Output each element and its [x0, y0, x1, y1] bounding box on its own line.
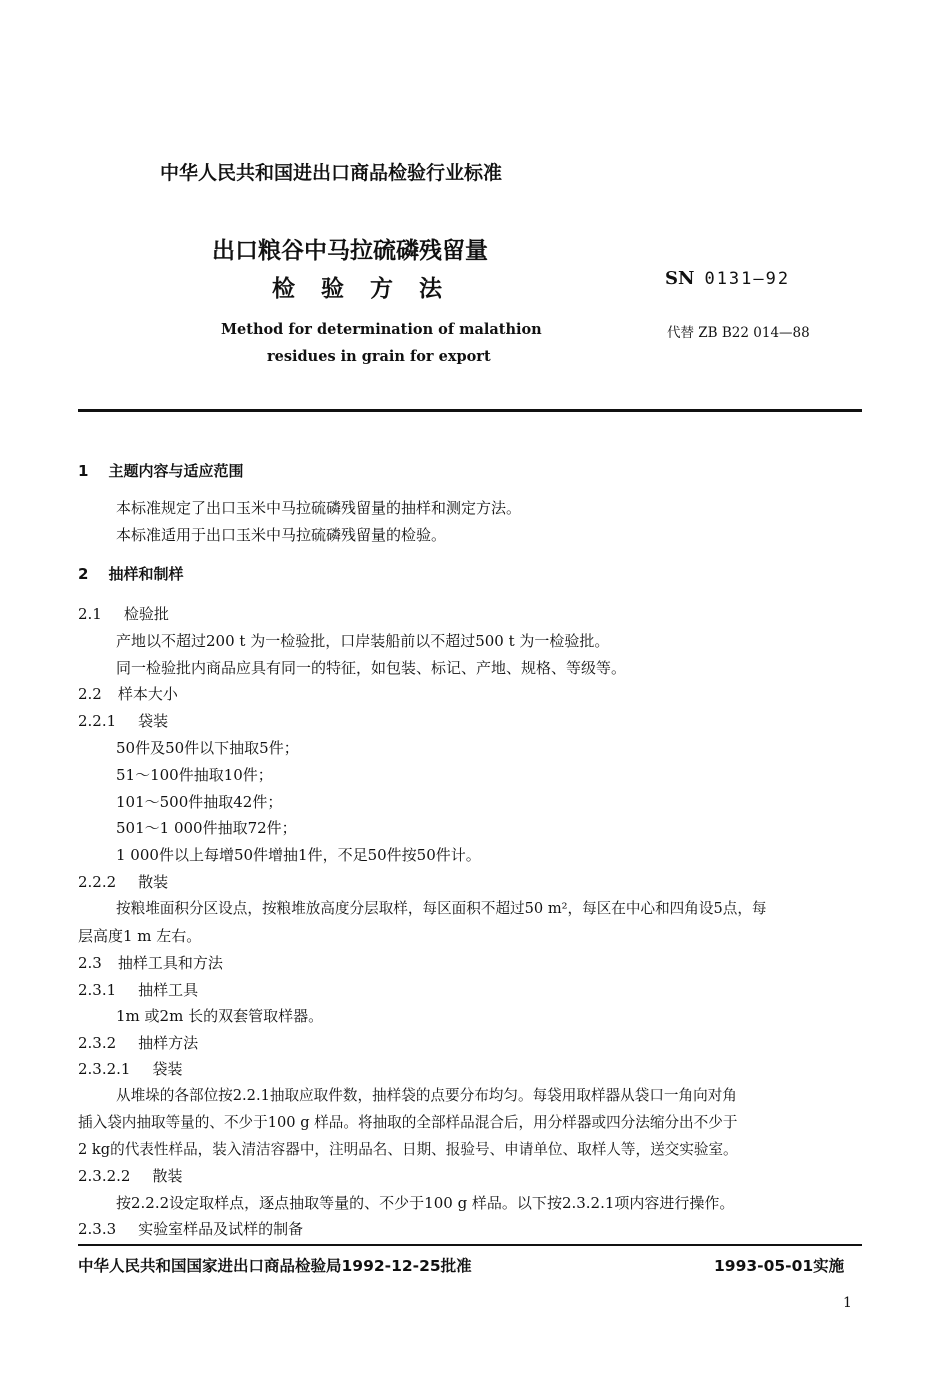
subsection-2-2-1-heading	[78, 711, 168, 731]
paragraph: 按2.2.2设定取样点，逐点抽取等量的、不少于100 g 样品。以下按2.3.2.1项内容进行操作。	[116, 1194, 735, 1212]
subsection-2-3-3-heading	[78, 1219, 303, 1239]
section-title: 抽样方法	[138, 1034, 199, 1052]
subsection-2-3-2-2-heading	[78, 1166, 183, 1186]
section-number: 2.3	[78, 954, 102, 972]
subsection-2-3-1-heading	[78, 980, 198, 1000]
paragraph: 本标准适用于出口玉米中马拉硫磷残留量的检验。	[116, 526, 447, 544]
english-title-line1: Method for determination of malathion	[221, 321, 542, 338]
section-1-heading	[78, 461, 243, 481]
section-title: 抽样工具和方法	[117, 954, 223, 972]
subsection-2-2-2-heading	[78, 872, 168, 892]
list-item: 50件及50件以下抽取5件；	[116, 739, 299, 757]
paragraph: 插入袋内抽取等量的、不少于100 g 样品。将抽取的全部样品混合后，用分样器或四分法缩分出不少于	[78, 1114, 738, 1131]
subsection-2-3-2-heading	[78, 1033, 198, 1053]
standard-code: 0131—92	[704, 269, 791, 289]
section-number: 2.1	[78, 605, 102, 623]
document-title-line2: 检验方法	[272, 276, 468, 302]
subsection-2-3-2-1-heading	[78, 1059, 183, 1079]
paragraph: 层高度1 m 左右。	[78, 927, 202, 945]
section-title: 散装	[152, 1167, 183, 1185]
section-title: 检验批	[123, 605, 169, 623]
list-item: 1 000件以上每增50件增抽1件，不足50件按50件计。	[116, 846, 481, 864]
section-number: 2.2.1	[78, 712, 117, 730]
section-title: 散装	[138, 873, 169, 891]
paragraph: 2 kg的代表性样品，装入清洁容器中，注明品名、日期、报验号、申请单位、取样人等，送交实验室。	[78, 1141, 738, 1158]
approval-statement: 中华人民共和国国家进出口商品检验局1992-12-25批准	[78, 1257, 472, 1275]
effective-date: 1993-05-01实施	[714, 1257, 845, 1275]
section-title: 样本大小	[117, 685, 178, 703]
section-number: 2.3.2	[78, 1034, 117, 1052]
subsection-2-1-heading	[78, 604, 169, 624]
section-title: 袋装	[138, 712, 169, 730]
section-number: 2.3.3	[78, 1220, 117, 1238]
section-number: 2	[78, 565, 89, 583]
subsection-2-2-heading	[78, 684, 178, 704]
section-title: 实验室样品及试样的制备	[138, 1220, 304, 1238]
section-title: 抽样和制样	[108, 565, 184, 583]
replaces-standard: 代替 ZB B22 014—88	[667, 325, 810, 341]
list-item: 101～500件抽取42件；	[116, 793, 283, 811]
english-title-line2: residues in grain for export	[267, 348, 491, 365]
section-number: 2.2	[78, 685, 102, 703]
paragraph: 同一检验批内商品应具有同一的特征，如包装、标记、产地、规格、等级等。	[116, 659, 627, 677]
standard-prefix: SN	[665, 268, 695, 289]
section-number: 1	[78, 462, 89, 480]
standard-number	[665, 268, 790, 289]
document-title-line1: 出口粮谷中马拉硫磷残留量	[212, 238, 488, 264]
list-item: 51～100件抽取10件；	[116, 766, 273, 784]
standard-category: 中华人民共和国进出口商品检验行业标准	[160, 162, 503, 184]
subsection-2-3-heading	[78, 953, 223, 973]
section-2-heading	[78, 564, 183, 584]
list-item: 501～1 000件抽取72件；	[116, 819, 297, 837]
footer-divider	[78, 1244, 862, 1246]
section-number: 2.3.2.1	[78, 1060, 131, 1078]
paragraph: 产地以不超过200 t 为一检验批，口岸装船前以不超过500 t 为一检验批。	[116, 632, 610, 650]
section-number: 2.3.1	[78, 981, 117, 999]
page-number: 1	[843, 1295, 852, 1311]
paragraph: 按粮堆面积分区设点，按粮堆放高度分层取样，每区面积不超过50 m²，每区在中心和四角设5点，每	[116, 900, 767, 917]
header-divider	[78, 409, 862, 412]
paragraph: 从堆垛的各部位按2.2.1抽取应取件数，抽样袋的点要分布均匀。每袋用取样器从袋口一角向对角	[116, 1087, 737, 1104]
section-title: 袋装	[152, 1060, 183, 1078]
paragraph: 1m 或2m 长的双套管取样器。	[116, 1007, 324, 1025]
section-title: 主题内容与适应范围	[108, 462, 244, 480]
section-number: 2.3.2.2	[78, 1167, 131, 1185]
section-number: 2.2.2	[78, 873, 117, 891]
paragraph: 本标准规定了出口玉米中马拉硫磷残留量的抽样和测定方法。	[116, 499, 522, 517]
section-title: 抽样工具	[138, 981, 199, 999]
